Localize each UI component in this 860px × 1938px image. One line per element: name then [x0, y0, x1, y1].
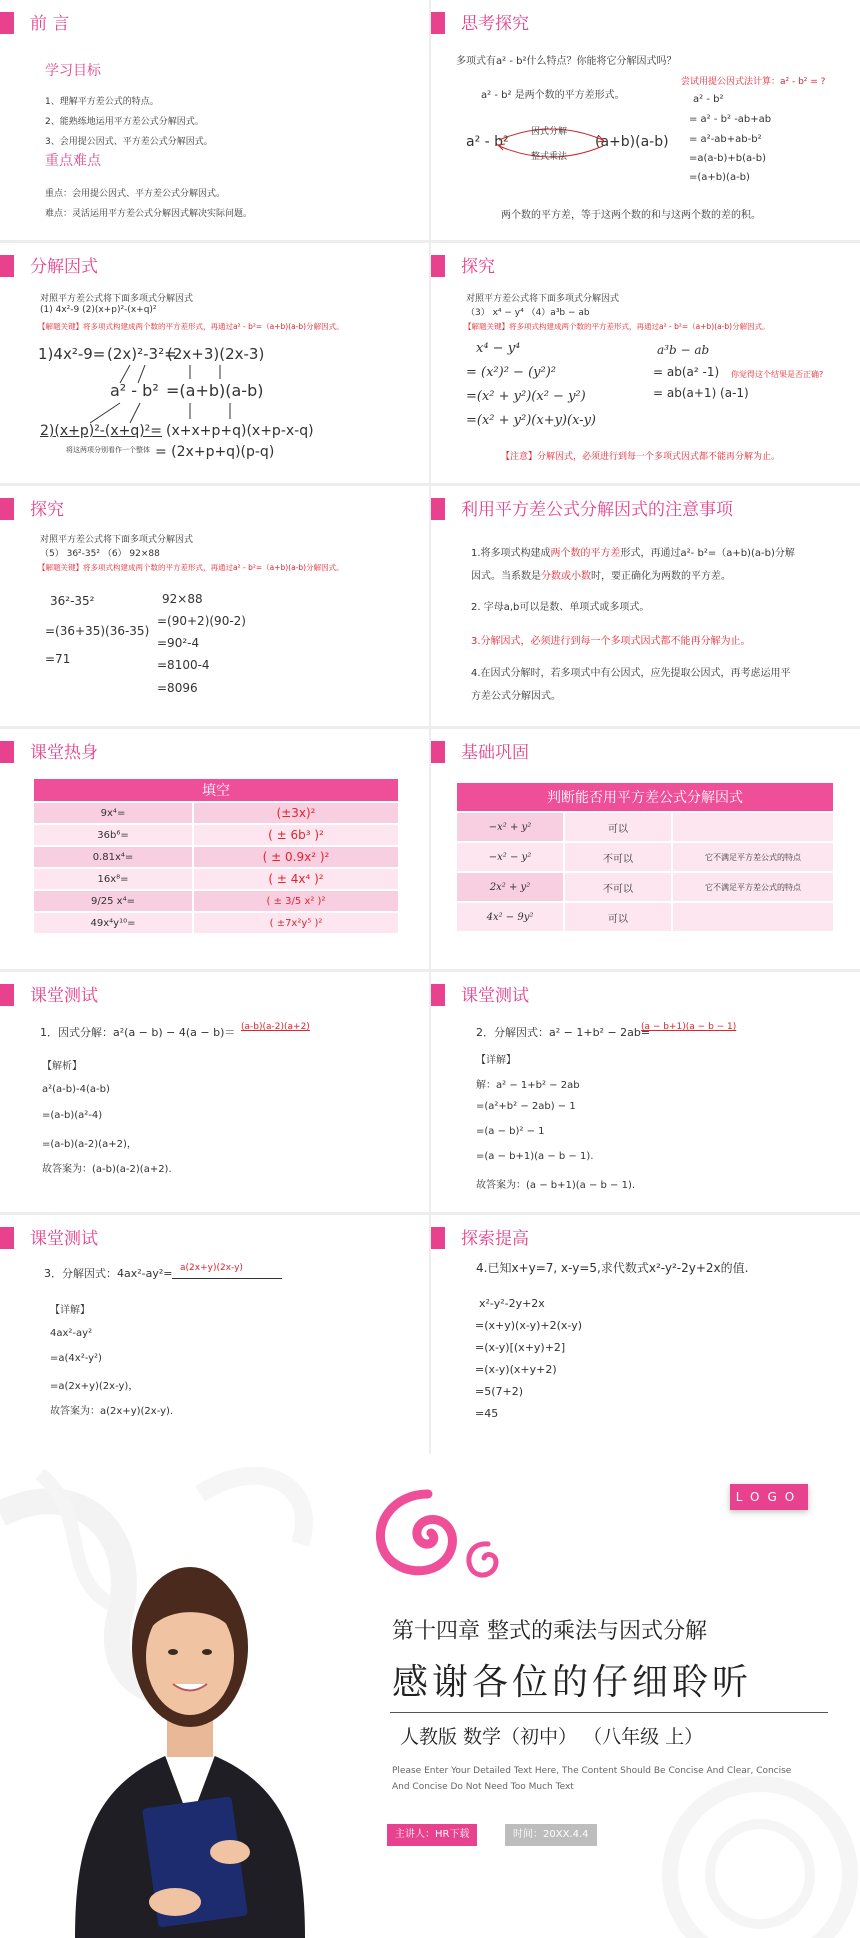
- time-badge: 时间：20XX.4.4: [505, 1824, 597, 1846]
- key-point: 重点：会用提公因式、平方差公式分解因式。: [45, 189, 226, 199]
- solution-line: x²-y²-2y+2x: [479, 1297, 545, 1310]
- arrow-top-label: 因式分解: [531, 127, 568, 137]
- slide-title: 前 言: [30, 14, 70, 34]
- solution-line: =(a-b)(a²-4): [42, 1110, 103, 1121]
- items: (1) 4x²-9 (2)(x+p)²-(x+q)²: [40, 305, 157, 315]
- title-bar: [0, 741, 14, 763]
- description: Please Enter Your Detailed Text Here, The Content Should Be Concise And Clear, Concise: [392, 1766, 792, 1776]
- solution-line: =45: [475, 1407, 499, 1420]
- solution-line: =a(4x²-y²): [50, 1353, 102, 1364]
- slide-title: 分解因式: [30, 257, 98, 277]
- question: 1．因式分解：a²(a − b) − 4(a − b)＝: [40, 1026, 236, 1039]
- slide-title: 探究: [461, 257, 495, 277]
- cell: ( ± 3/5 x² )²: [193, 890, 399, 912]
- items: （5） 36²-35² （6） 92×88: [40, 549, 160, 559]
- note-1-line: 1.将多项式构建成两个数的平方差形式，再通过a²- b²=（a+b)(a-b)分解: [471, 548, 795, 559]
- title-bar: [0, 12, 14, 34]
- solution-line: 4ax²-ay²: [50, 1328, 93, 1339]
- expr: =(x² + y²)(x² − y²): [466, 389, 586, 404]
- judge-table: [455, 781, 835, 933]
- answer: (a − b+1)(a − b − 1): [641, 1022, 737, 1032]
- note-4: 4.在因式分解时，若多项式中有公因式，应先提取公因式，再考虑运用平: [471, 668, 791, 679]
- rhs-expression: (a+b)(a-b): [595, 134, 669, 150]
- table-header: 填空: [33, 778, 399, 802]
- slide-title: 课堂测试: [30, 1229, 98, 1249]
- solution-line: =(a²+b² − 2ab) − 1: [476, 1101, 576, 1112]
- question: 2．分解因式：a² − 1+b² − 2ab=: [476, 1026, 651, 1039]
- slide-title: 探究: [30, 500, 64, 520]
- slide-preface[interactable]: [0, 0, 429, 240]
- key-tip: 【解题关键】将多项式构建成两个数的平方差形式，再通过a² - b²=（a+b)(a-b)分解因式。: [38, 563, 344, 572]
- analysis-heading: 【解析】: [42, 1061, 82, 1072]
- step: = a²-ab+ab-b²: [689, 134, 762, 145]
- slide-title: 课堂测试: [461, 986, 529, 1006]
- statement: a² - b² 是两个数的平方差形式。: [481, 90, 625, 101]
- goal-item: 2、能熟练地运用平方差公式分解因式。: [45, 117, 204, 127]
- cell: −x² − y²: [456, 842, 564, 872]
- solution-line: =(x+y)(x-y)+2(x-y): [475, 1319, 583, 1332]
- cell: 0.81x⁴=: [33, 846, 193, 868]
- note: 【注意】分解因式，必须进行到每一个多项式因式都不能再分解为止。: [501, 452, 781, 462]
- expr: 92×88: [162, 592, 203, 606]
- goal-item: 3、会用提公因式、平方差公式分解因式。: [45, 137, 213, 147]
- note-2: 2. 字母a,b可以是数、单项式或多项式。: [471, 602, 650, 613]
- note-3: 3.分解因式，必须进行到每一个多项式因式都不能再分解为止。: [471, 636, 751, 647]
- answer: a(2x+y)(2x-y): [180, 1263, 243, 1273]
- edition: 人教版 数学（初中） （八年级 上）: [400, 1726, 704, 1748]
- cell: 16x⁸=: [33, 868, 193, 890]
- items: （3） x⁴ − y⁴ （4）a³b − ab: [466, 308, 590, 318]
- expr: 1)4x²-9=: [38, 345, 106, 363]
- slide-title: 思考探究: [461, 14, 529, 34]
- step: =a(a-b)+b(a-b): [689, 153, 767, 164]
- presenter-illustration: [55, 1522, 325, 1938]
- solution-line: 故答案为：(a-b)(a-2)(a+2).: [42, 1164, 172, 1175]
- solution-line: 解：a² − 1+b² − 2ab: [476, 1080, 580, 1091]
- expr: 2)(x+p)²-(x+q)²=: [40, 423, 163, 439]
- slide-test-1[interactable]: [0, 972, 429, 1212]
- cell: 可以: [564, 812, 672, 842]
- swirl-logo-icon: [368, 1484, 518, 1594]
- analysis-heading: 【详解】: [50, 1305, 90, 1316]
- cell: 可以: [564, 902, 672, 932]
- arrow-bottom-label: 整式乘法: [531, 152, 568, 162]
- expr: =90²-4: [157, 636, 200, 650]
- solution-line: =(x-y)(x+y+2): [475, 1363, 557, 1376]
- solution-line: =(a − b+1)(a − b − 1).: [476, 1151, 594, 1162]
- expr: a² - b²: [110, 381, 159, 400]
- answer: (a-b)(a-2)(a+2): [241, 1022, 310, 1032]
- hard-point: 难点：灵活运用平方差公式分解因式解决实际问题。: [45, 209, 253, 219]
- divider: [390, 1712, 828, 1713]
- slide-basic[interactable]: [431, 729, 860, 969]
- table-header: 判断能否用平方差公式分解因式: [456, 782, 834, 812]
- slide-think[interactable]: [431, 0, 860, 240]
- expr: = ab(a+1) (a-1): [653, 386, 749, 400]
- key-tip: 【解题关键】将多项式构建成两个数的平方差形式，再通过a² - b²=（a+b)(a-b)分解因式。: [38, 322, 344, 331]
- expr: = (x²)² − (y²)²: [466, 365, 556, 380]
- cell: ( ± 6b³ )²: [193, 824, 399, 846]
- note-4: 方差公式分解因式。: [471, 691, 561, 702]
- expr: =8100-4: [157, 658, 210, 672]
- key-heading: 重点难点: [45, 153, 101, 169]
- logo-badge: LOGO: [730, 1484, 808, 1510]
- expr: 36²-35²: [50, 594, 95, 608]
- slide-thanks[interactable]: [0, 1454, 860, 1938]
- cell: 4x² − 9y²: [456, 902, 564, 932]
- expr: =(a+b)(a-b): [166, 381, 264, 400]
- expr: (x+x+p+q)(x+p-x-q): [166, 423, 314, 439]
- solution-line: a²(a-b)-4(a-b): [42, 1084, 110, 1095]
- conclusion: 两个数的平方差，等于这两个数的和与这两个数的差的积。: [501, 210, 761, 221]
- slide-explore-1[interactable]: [431, 243, 860, 483]
- cell: 49x⁴y¹⁰=: [33, 912, 193, 934]
- question: 3．分解因式：4ax²-ay²=: [44, 1267, 173, 1280]
- slide-test-3[interactable]: [0, 1215, 429, 1455]
- expr: =(36+35)(36-35): [45, 624, 150, 638]
- intro: 对照平方差公式将下面多项式分解因式: [40, 535, 194, 545]
- step: a² - b²: [693, 94, 724, 105]
- thanks-title: 感谢各位的仔细聆听: [392, 1662, 753, 1703]
- slide-title: 利用平方差公式分解因式的注意事项: [461, 500, 733, 520]
- title-bar: [431, 12, 445, 34]
- description: And Concise Do Not Need Too Much Text: [392, 1782, 574, 1792]
- goal-heading: 学习目标: [45, 63, 101, 79]
- lhs-expression: a² - b²: [466, 134, 509, 150]
- solution-line: =a(2x+y)(2x-y)，: [50, 1381, 139, 1392]
- expr: (2x+3)(2x-3): [167, 345, 265, 363]
- solution-line: 故答案为：(a − b+1)(a − b − 1).: [476, 1180, 636, 1191]
- slide-warmup[interactable]: [0, 729, 429, 969]
- title-bar: [431, 255, 445, 277]
- expr: (2x)²-3²=: [107, 345, 177, 363]
- cell: [672, 812, 834, 842]
- step: =(a+b)(a-b): [689, 172, 750, 183]
- cell: 它不满足平方差公式的特点: [672, 872, 834, 902]
- question: 多项式有a² - b²什么特点？你能将它分解因式吗？: [456, 56, 677, 67]
- chapter-title: 第十四章 整式的乘法与因式分解: [392, 1619, 707, 1644]
- slide-test-2[interactable]: [431, 972, 860, 1212]
- expr: a³b − ab: [657, 343, 710, 357]
- note: 将这两项分别看作一个整体: [66, 446, 150, 454]
- cell: 9/25 x⁴=: [33, 890, 193, 912]
- fill-table: [32, 777, 400, 935]
- slide-explore-2[interactable]: [0, 486, 429, 726]
- cell: ( ±7x²y⁵ )²: [193, 912, 399, 934]
- expr: =(90+2)(90-2): [157, 614, 246, 628]
- title-bar: [431, 984, 445, 1006]
- note-1-line: 因式。当系数是分数或小数时，要正确化为两数的平方差。: [471, 571, 731, 582]
- goal-item: 1、理解平方差公式的特点。: [45, 97, 159, 107]
- title-bar: [0, 984, 14, 1006]
- hint: 尝试用提公因式法计算：a² - b² = ?: [681, 77, 826, 87]
- expr: = ab(a² -1): [653, 365, 720, 379]
- solution-line: =5(7+2): [475, 1385, 524, 1398]
- speaker-badge: 主讲人：HR下载: [387, 1824, 477, 1846]
- solution-line: =(x-y)[(x+y)+2]: [475, 1341, 566, 1354]
- expr: x⁴ − y⁴: [476, 341, 521, 356]
- title-bar: [0, 1227, 14, 1249]
- title-bar: [431, 741, 445, 763]
- slide-title: 课堂热身: [30, 743, 98, 763]
- cell: ( ± 4x⁴ )²: [193, 868, 399, 890]
- title-bar: [0, 498, 14, 520]
- cell: 不可以: [564, 842, 672, 872]
- title-bar: [431, 1227, 445, 1249]
- slide-title: 基础巩固: [461, 743, 529, 763]
- intro: 对照平方差公式将下面多项式分解因式: [40, 294, 194, 304]
- analysis-heading: 【详解】: [476, 1055, 516, 1066]
- slide-title: 课堂测试: [30, 986, 98, 1006]
- solution-line: 故答案为：a(2x+y)(2x-y).: [50, 1406, 174, 1417]
- slide-notes[interactable]: [431, 486, 860, 726]
- cell: ( ± 0.9x² )²: [193, 846, 399, 868]
- expr: = (2x+p+q)(p-q): [155, 444, 275, 460]
- expr: =8096: [157, 681, 198, 695]
- cell: 不可以: [564, 872, 672, 902]
- title-bar: [431, 498, 445, 520]
- cell: (±3x)²: [193, 802, 399, 824]
- expr: =(x² + y²)(x+y)(x-y): [466, 413, 596, 428]
- slide-advance[interactable]: [431, 1215, 860, 1455]
- intro: 对照平方差公式将下面多项式分解因式: [466, 294, 620, 304]
- title-bar: [0, 255, 14, 277]
- cell: 2x² + y²: [456, 872, 564, 902]
- answer-underline: [172, 1278, 282, 1279]
- slide-factor[interactable]: [0, 243, 429, 483]
- ask: 你觉得这个结果是否正确?: [731, 370, 824, 379]
- cell: 9x⁴=: [33, 802, 193, 824]
- slide-title: 探索提高: [461, 1229, 529, 1249]
- solution-line: =(a-b)(a-2)(a+2)，: [42, 1139, 137, 1150]
- expr: =71: [45, 652, 71, 666]
- step: = a² - b² -ab+ab: [689, 114, 772, 125]
- cell: 它不满足平方差公式的特点: [672, 842, 834, 872]
- question: 4.已知x+y=7, x-y=5,求代数式x²-y²-2y+2x的值.: [476, 1261, 749, 1275]
- cell: 36b⁶=: [33, 824, 193, 846]
- key-tip: 【解题关键】将多项式构建成两个数的平方差形式，再通过a² - b²=（a+b)(a-b)分解因式。: [464, 322, 770, 331]
- solution-line: =(a − b)² − 1: [476, 1126, 545, 1137]
- cell: −x² + y²: [456, 812, 564, 842]
- cell: [672, 902, 834, 932]
